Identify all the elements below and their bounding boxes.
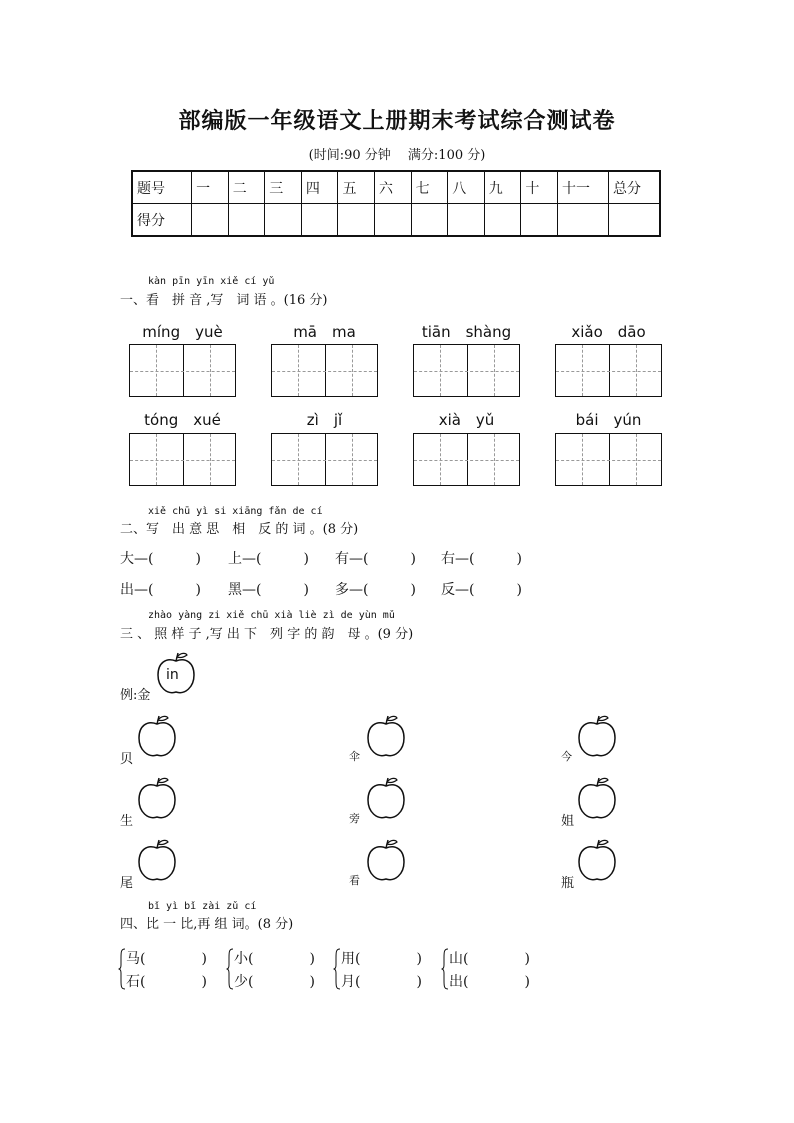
writing-box[interactable] [129,344,236,397]
score-input-cell[interactable] [192,204,229,237]
score-input-cell[interactable] [228,204,265,237]
score-input-cell[interactable] [411,204,448,237]
char-label: 贝 [120,752,134,767]
compare-word-item[interactable]: 小( ) [234,951,315,967]
char-label: 旁 [349,812,360,825]
char-label: 今 [561,750,572,763]
score-input-cell[interactable] [609,204,661,237]
q4-heading: 四、比 一 比,再 组 词。(8 分) [120,917,294,932]
score-cell: 八 [448,171,485,204]
brace-icon [333,948,341,990]
antonym-item[interactable]: 反—( ) [441,582,522,598]
score-input-cell[interactable] [558,204,609,237]
antonym-item[interactable]: 黑—( ) [228,582,309,598]
score-table [131,170,661,237]
brace-icon [118,948,126,990]
compare-word-item[interactable]: 少( ) [234,974,315,990]
q1-heading: 一、看 拼 音 ,写 词 语 。(16 分) [120,293,328,308]
writing-box[interactable] [555,344,662,397]
compare-word-item[interactable]: 石( ) [126,974,207,990]
antonym-item[interactable]: 大—( ) [120,551,201,567]
apple-answer-icon[interactable] [577,838,617,884]
score-cell: 十 [521,171,558,204]
compare-word-item[interactable]: 月( ) [341,974,422,990]
page-title: 部编版一年级语文上册期末考试综合测试卷 [178,108,616,134]
char-label: 瓶 [561,876,575,891]
antonym-item[interactable]: 出—( ) [120,582,201,598]
brace-icon [441,948,449,990]
score-cell: 六 [375,171,412,204]
pinyin-word: xiǎo dāo [571,323,646,341]
score-input-cell[interactable] [265,204,302,237]
score-header-row [132,171,660,204]
pinyin-word: mā ma [293,323,356,341]
score-input-cell[interactable] [375,204,412,237]
writing-box[interactable] [413,344,520,397]
antonym-item[interactable]: 多—( ) [335,582,416,598]
writing-box[interactable] [555,433,662,486]
writing-box[interactable] [271,344,378,397]
score-cell: 一 [192,171,229,204]
score-value-row [132,204,660,237]
q3-heading: 三 、 照 样 子 ,写 出 下 列 字 的 韵 母 。(9 分) [120,627,414,642]
antonym-item[interactable]: 右—( ) [441,551,522,567]
score-cell: 九 [484,171,521,204]
compare-word-item[interactable]: 山( ) [449,951,530,967]
score-cell: 二 [228,171,265,204]
score-input-cell[interactable] [301,204,338,237]
pinyin-word: bái yún [575,411,642,429]
pinyin-word: zì jǐ [306,411,343,429]
apple-answer-icon[interactable] [137,776,177,822]
antonym-item[interactable]: 上—( ) [228,551,309,567]
score-input-cell[interactable] [448,204,485,237]
example-answer: in [166,667,179,683]
score-cell: 总分 [609,171,661,204]
pinyin-word: tiān shàng [421,323,512,341]
apple-answer-icon[interactable] [137,838,177,884]
char-label: 伞 [349,750,360,763]
compare-word-item[interactable]: 用( ) [341,951,422,967]
q4-pinyin: bǐ yì bǐ zài zǔ cí [148,901,257,912]
q2-pinyin: xiě chū yì si xiāng fǎn de cí [148,506,323,517]
q1-pinyin: kàn pīn yīn xiě cí yǔ [148,276,275,287]
char-label: 姐 [561,814,575,829]
apple-answer-icon[interactable] [137,714,177,760]
char-label: 生 [120,814,134,829]
score-cell: 得分 [132,204,192,237]
score-cell: 十一 [558,171,609,204]
pinyin-word: míng yuè [142,323,223,341]
pinyin-word: tóng xué [144,411,221,429]
compare-word-item[interactable]: 马( ) [126,951,207,967]
apple-answer-icon[interactable] [366,776,406,822]
score-input-cell[interactable] [521,204,558,237]
q2-heading: 二、写 出 意 思 相 反 的 词 。(8 分) [120,522,359,537]
writing-box[interactable] [129,433,236,486]
compare-word-item[interactable]: 出( ) [449,974,530,990]
example-label: 例:金 [120,688,151,703]
apple-answer-icon[interactable] [577,776,617,822]
brace-icon [226,948,234,990]
char-label: 看 [349,874,360,887]
score-input-cell[interactable] [484,204,521,237]
score-input-cell[interactable] [338,204,375,237]
score-cell: 七 [411,171,448,204]
exam-info: (时间:90 分钟 满分:100 分) [308,148,486,163]
score-cell: 题号 [132,171,192,204]
apple-answer-icon[interactable] [366,714,406,760]
score-cell: 四 [301,171,338,204]
writing-box[interactable] [271,433,378,486]
q3-pinyin: zhào yàng zi xiě chū xià liè zì de yùn mǔ [148,610,395,621]
char-label: 尾 [120,876,134,891]
score-cell: 三 [265,171,302,204]
score-cell: 五 [338,171,375,204]
apple-answer-icon[interactable] [366,838,406,884]
pinyin-word: xià yǔ [438,411,495,429]
apple-answer-icon[interactable] [577,714,617,760]
antonym-item[interactable]: 有—( ) [335,551,416,567]
writing-box[interactable] [413,433,520,486]
